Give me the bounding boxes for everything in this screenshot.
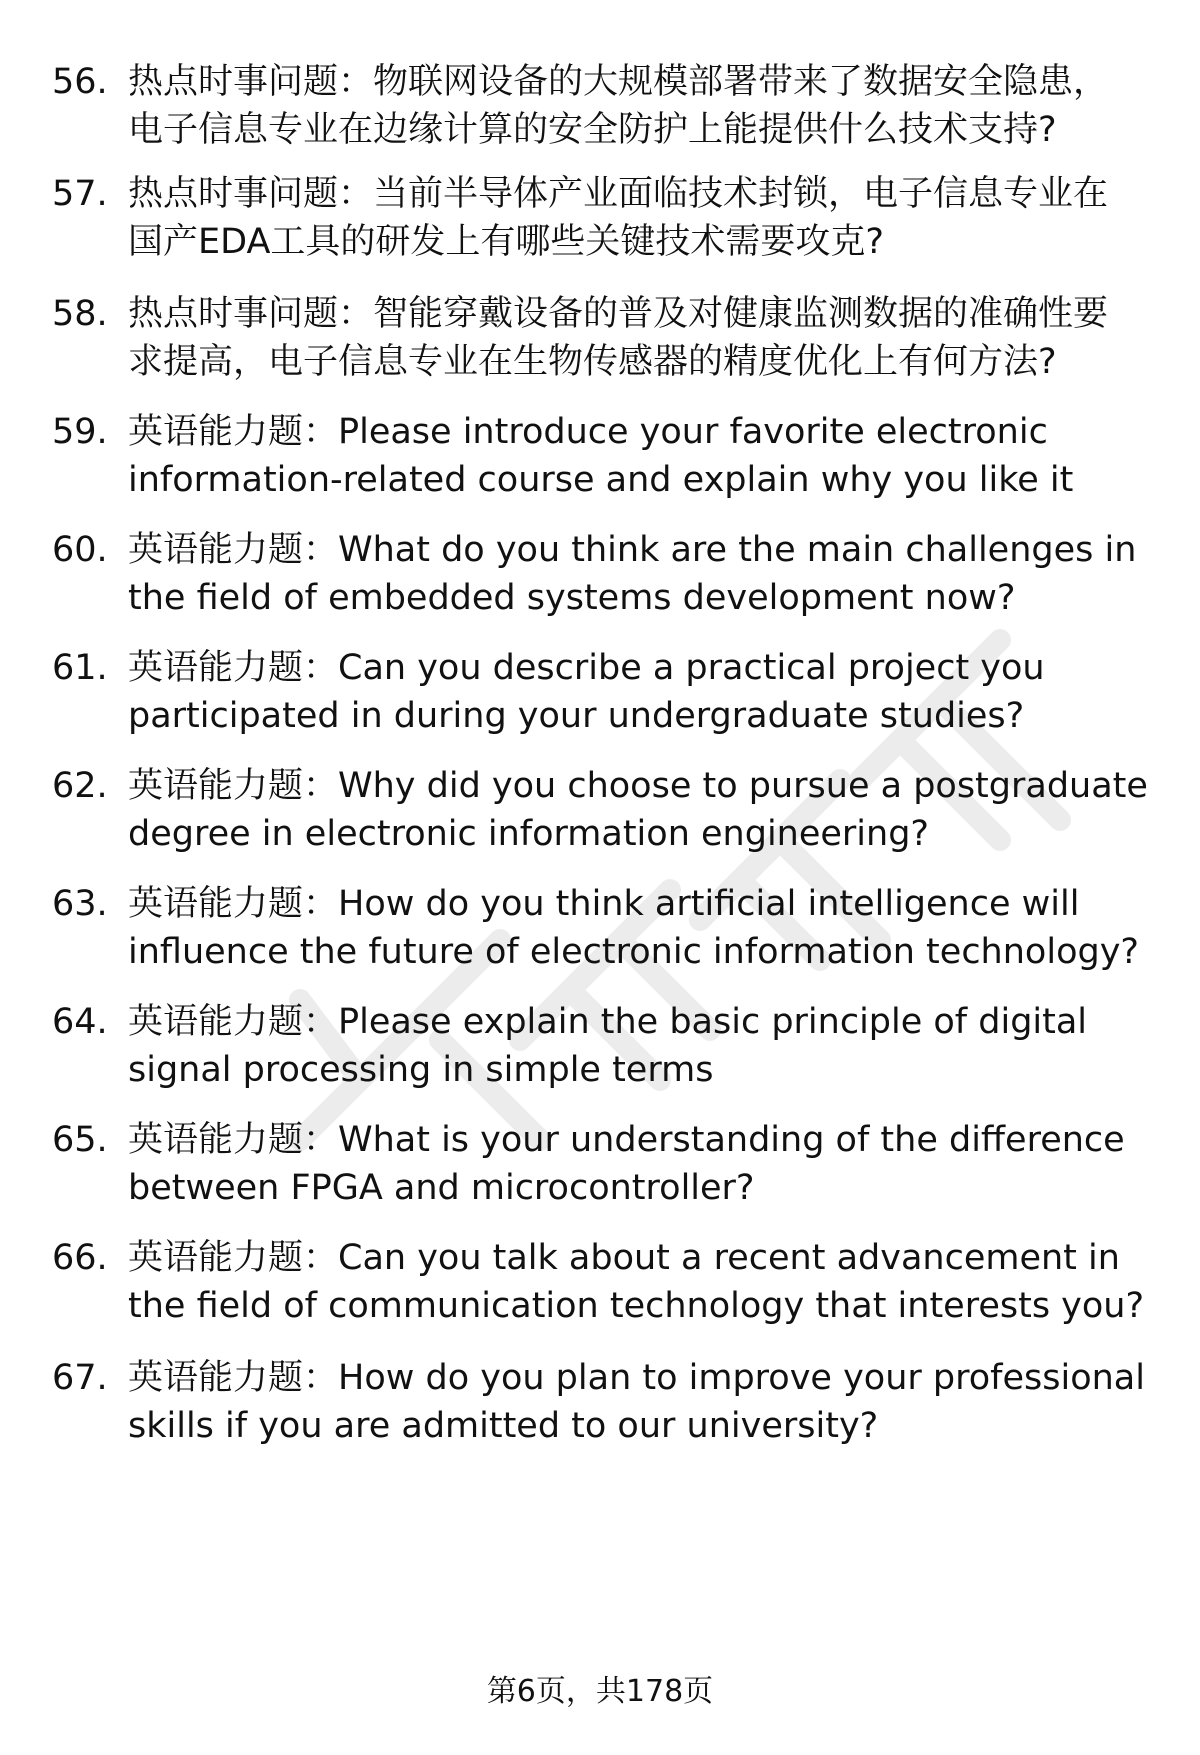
question-item bbox=[52, 290, 1172, 400]
question-number: 63. bbox=[52, 884, 108, 924]
question-text-line-2: skills if you are admitted to our university? bbox=[128, 1406, 879, 1446]
question-number: 67. bbox=[52, 1358, 108, 1398]
question-number: 57. bbox=[52, 174, 108, 214]
question-number: 66. bbox=[52, 1238, 108, 1278]
question-text-line-1: 热点时事问题：物联网设备的大规模部署带来了数据安全隐患， bbox=[128, 62, 1109, 102]
question-text-line-1: 英语能力题：Can you describe a practical project you bbox=[128, 648, 1045, 688]
question-text-line-1: 英语能力题：Please explain the basic principle of digital bbox=[128, 1002, 1088, 1042]
question-text-line-2: participated in during your undergraduate studies? bbox=[128, 696, 1025, 736]
question-text-line-2: 电子信息专业在边缘计算的安全防护上能提供什么技术支持? bbox=[128, 110, 1057, 150]
question-number: 65. bbox=[52, 1120, 108, 1160]
question-number: 59. bbox=[52, 412, 108, 452]
question-text-line-2: the field of communication technology that interests you? bbox=[128, 1286, 1145, 1326]
question-item bbox=[52, 170, 1172, 280]
page-footer: 第6页，共178页 bbox=[486, 1674, 714, 1709]
question-text-line-2: 国产EDA工具的研发上有哪些关键技术需要攻克? bbox=[128, 222, 884, 262]
question-text-line-2: the field of embedded systems development now? bbox=[128, 578, 1016, 618]
question-item bbox=[52, 880, 1172, 990]
question-number: 58. bbox=[52, 294, 108, 334]
question-text-line-2: signal processing in simple terms bbox=[128, 1050, 714, 1090]
question-item bbox=[52, 526, 1172, 636]
question-text-line-1: 英语能力题：Why did you choose to pursue a postgraduate bbox=[128, 766, 1148, 806]
question-text-line-1: 英语能力题：What do you think are the main challenges in bbox=[128, 530, 1137, 570]
question-text-line-2: degree in electronic information engineering? bbox=[128, 814, 930, 854]
question-text-line-2: 求提高，电子信息专业在生物传感器的精度优化上有何方法? bbox=[128, 342, 1057, 382]
question-text-line-1: 英语能力题：What is your understanding of the difference bbox=[128, 1120, 1125, 1160]
question-item bbox=[52, 762, 1172, 872]
question-item bbox=[52, 1354, 1172, 1464]
question-item bbox=[52, 1116, 1172, 1226]
question-number: 64. bbox=[52, 1002, 108, 1042]
question-text-line-1: 热点时事问题：智能穿戴设备的普及对健康监测数据的准确性要 bbox=[128, 294, 1109, 334]
question-number: 56. bbox=[52, 62, 108, 102]
question-text-line-1: 热点时事问题：当前半导体产业面临技术封锁，电子信息专业在 bbox=[128, 174, 1109, 214]
question-item bbox=[52, 58, 1172, 168]
question-number: 60. bbox=[52, 530, 108, 570]
question-text-line-2: influence the future of electronic information technology? bbox=[128, 932, 1139, 972]
question-text-line-1: 英语能力题：How do you think artificial intelligence will bbox=[128, 884, 1080, 924]
question-item bbox=[52, 1234, 1172, 1344]
question-number: 61. bbox=[52, 648, 108, 688]
question-text-line-2: between FPGA and microcontroller? bbox=[128, 1168, 755, 1208]
question-text-line-1: 英语能力题：Can you talk about a recent advancement in bbox=[128, 1238, 1120, 1278]
question-number: 62. bbox=[52, 766, 108, 806]
question-text-line-2: information-related course and explain why you like it bbox=[128, 460, 1074, 500]
question-text-line-1: 英语能力题：Please introduce your favorite electronic bbox=[128, 412, 1048, 452]
question-item bbox=[52, 408, 1172, 518]
question-text-line-1: 英语能力题：How do you plan to improve your professional bbox=[128, 1358, 1145, 1398]
question-item bbox=[52, 998, 1172, 1108]
question-item bbox=[52, 644, 1172, 754]
